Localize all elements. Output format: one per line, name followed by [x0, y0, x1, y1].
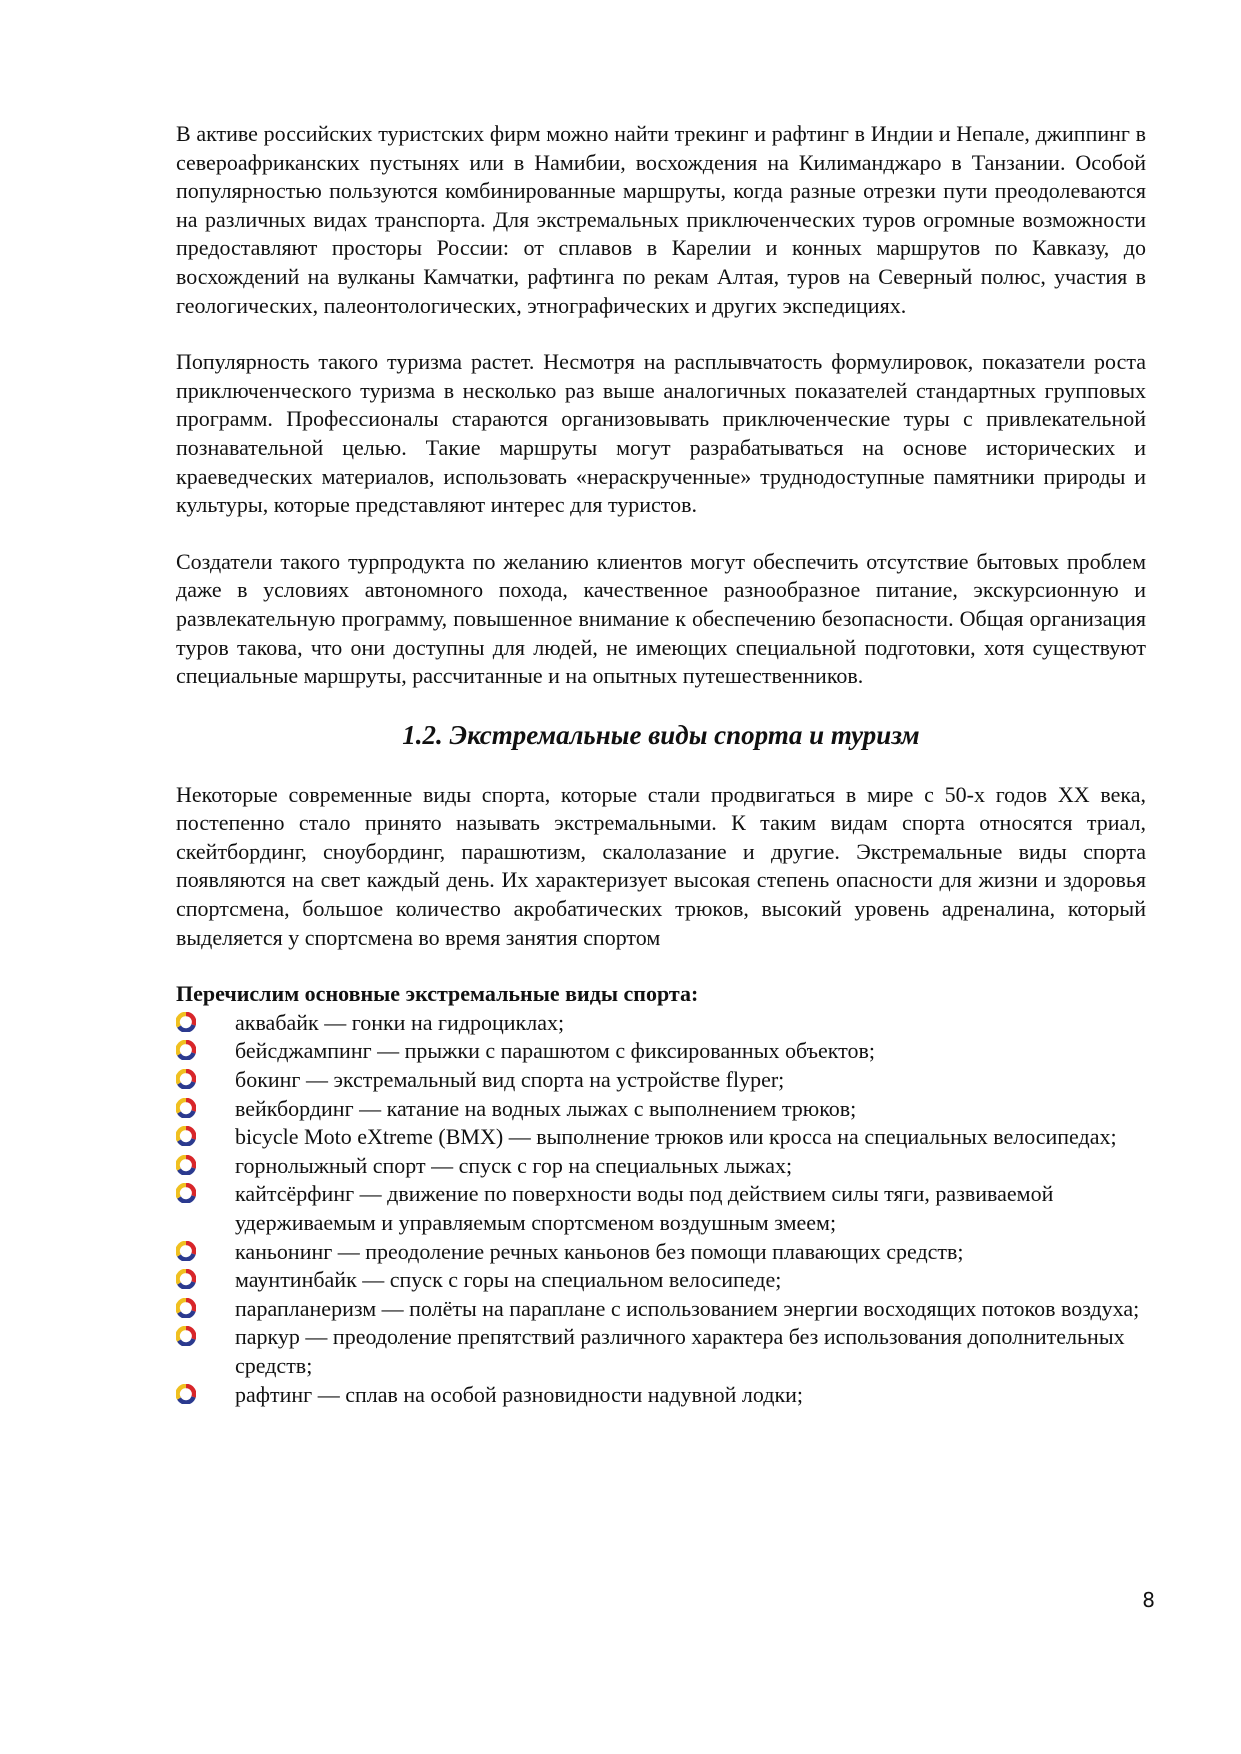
- paragraph-gap: [176, 520, 1146, 548]
- list-item: [176, 1037, 1146, 1066]
- paragraph-3: Создатели такого турпродукта по желанию клиентов могут обеспечить отсутствие бытовых проблем даже в условиях автономного похода, качественное разнообразное питание, экскурсионную и развлекательную программу, повышенное внимание к обеспечению безопасности. Общая организация туров такова, что они доступны для людей, не имеющих специальной подготовки, хотя существуют специальные маршруты, рассчитанные и на опытных путешественников.: [176, 548, 1146, 689]
- list-item: [176, 1152, 1146, 1181]
- tricolor-ring-icon: [176, 1269, 196, 1289]
- paragraph-1: В активе российских туристских фирм можно найти трекинг и рафтинг в Индии и Непале, джиппинг в североафриканских пустынях или в Намибии, восхождения на Килиманджаро в Танзании. Особой популярностью пользуются комбинированные маршруты, когда разные отрезки пути преодолеваются на различных видах транспорта. Для экстремальных приключенческих туров огромные возможности предоставляют просторы России: от сплавов в Карелии и конных маршрутов по Кавказу, до восхождений на вулканы Камчатки, рафтинга по рекам Алтая, туров на Северный полюс, участия в геологических, палеонтологических, этнографических и других экспедициях.: [176, 121, 1146, 318]
- list-item-text: вейкбординг — катание на водных лыжах с выполнением трюков;: [235, 1095, 857, 1121]
- list-item-text: кайтсёрфинг — движение по поверхности воды под действием силы тяги, развиваемой удерживаемым и управляемым спортсменом воздушным змеем;: [235, 1181, 1054, 1235]
- list-item: [176, 1323, 1146, 1380]
- sports-list: [176, 1009, 1146, 1409]
- list-title: Перечислим основные экстремальные виды спорта:: [176, 981, 699, 1007]
- tricolor-ring-icon: [176, 1326, 196, 1346]
- list-item: [176, 1266, 1146, 1295]
- paragraph-gap: [176, 320, 1146, 348]
- paragraph-2: Популярность такого туризма растет. Несмотря на расплывчатость формулировок, показатели роста приключенческого туризма в несколько раз выше аналогичных показателей стандартных групповых программ. Профессионалы стараются организовывать приключенческие туры с привлекательной познавательной целью. Такие маршруты могут разрабатываться на основе исторических и краеведческих материалов, использовать «нераскрученные» труднодоступные памятники природы и культуры, которые представляют интерес для туристов.: [176, 349, 1146, 518]
- list-item-text: аквабайк — гонки на гидроциклах;: [235, 1009, 565, 1035]
- tricolor-ring-icon: [176, 1126, 196, 1146]
- list-item-text: bicycle Moto eXtreme (BMX) — выполнение трюков или кросса на специальных велосипедах;: [235, 1124, 1117, 1150]
- tricolor-ring-icon: [176, 1069, 196, 1089]
- list-item-text: каньонинг — преодоление речных каньонов без помощи плавающих средств;: [235, 1238, 964, 1264]
- list-item: [176, 1238, 1146, 1267]
- list-item-text: паркур — преодоление препятствий различного характера без использования дополнительных средств;: [235, 1324, 1125, 1378]
- page-number: 8: [1142, 1588, 1155, 1612]
- list-item: [176, 1066, 1146, 1095]
- list-item-text: горнолыжный спорт — спуск с гор на специальных лыжах;: [235, 1152, 793, 1178]
- list-item-text: маунтинбайк — спуск с горы на специальном велосипеде;: [235, 1267, 782, 1293]
- list-item: [176, 1123, 1146, 1152]
- tricolor-ring-icon: [176, 1040, 196, 1060]
- tricolor-ring-icon: [176, 1384, 196, 1404]
- paragraph-gap: [176, 952, 1146, 980]
- tricolor-ring-icon: [176, 1298, 196, 1318]
- page-content: [176, 120, 1146, 1409]
- tricolor-ring-icon: [176, 1098, 196, 1118]
- list-item-text: парапланеризм — полёты на параплане с использованием энергии восходящих потоков воздуха;: [235, 1295, 1140, 1321]
- tricolor-ring-icon: [176, 1183, 196, 1203]
- tricolor-ring-icon: [176, 1012, 196, 1032]
- list-item: [176, 1009, 1146, 1038]
- list-item: [176, 1180, 1146, 1237]
- list-item: [176, 1295, 1146, 1324]
- list-item: [176, 1095, 1146, 1124]
- section-heading: 1.2. Экстремальные виды спорта и туризм: [402, 719, 920, 750]
- list-item: [176, 1381, 1146, 1410]
- list-item-text: рафтинг — сплав на особой разновидности надувной лодки;: [235, 1381, 804, 1407]
- tricolor-ring-icon: [176, 1155, 196, 1175]
- list-item-text: бейсджампинг — прыжки с парашютом с фиксированных объектов;: [235, 1038, 875, 1064]
- tricolor-ring-icon: [176, 1241, 196, 1261]
- list-item-text: бокинг — экстремальный вид спорта на устройстве flyper;: [235, 1067, 785, 1093]
- section-paragraph: Некоторые современные виды спорта, которые стали продвигаться в мире с 50-х годов XX века, постепенно стало принято называть экстремальными. К таким видам спорта относятся триал, скейтбординг, сноубординг, парашютизм, скалолазание и другие. Экстремальные виды спорта появляются на свет каждый день. Их характеризует высокая степень опасности для жизни и здоровья спортсмена, большое количество акробатических трюков, высокий уровень адреналина, который выделяется у спортсмена во время занятия спортом: [176, 781, 1146, 950]
